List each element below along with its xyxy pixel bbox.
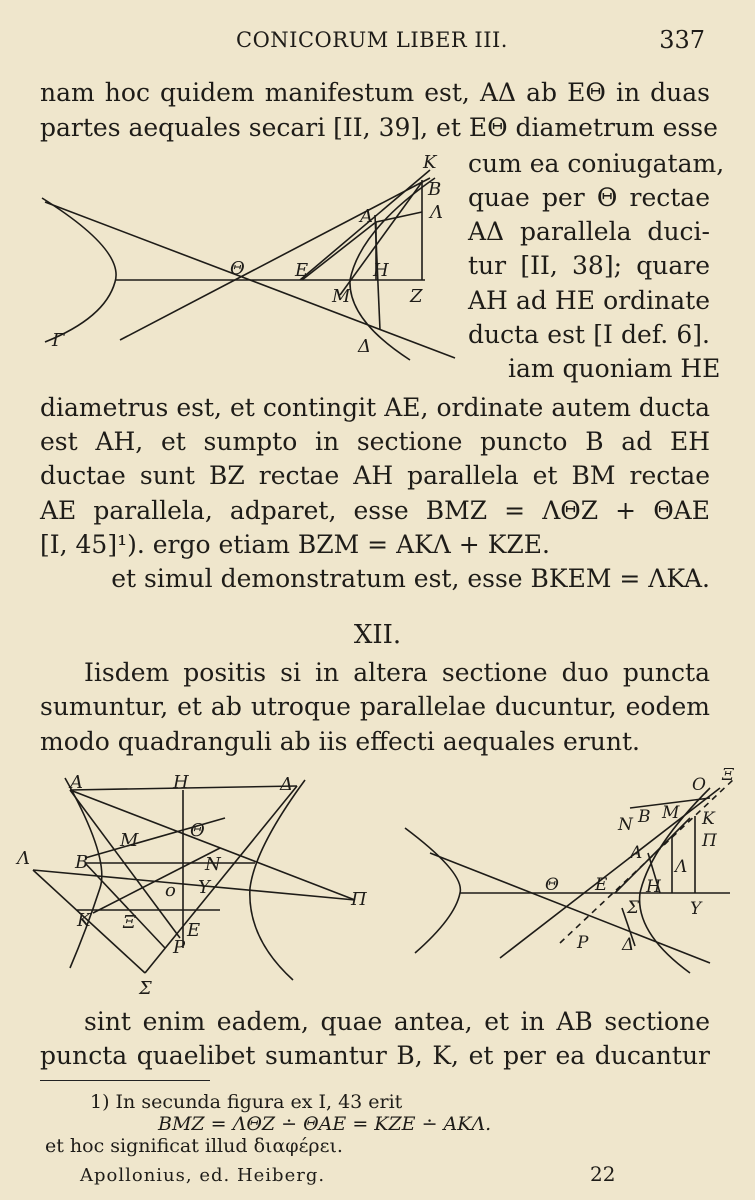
fig1-label-A: A <box>360 206 373 227</box>
fig3-label-S: Σ <box>627 898 640 918</box>
fig3-label-P: P <box>577 933 589 953</box>
text-line: sumuntur, et ab utroque parallelae ducuntur, eodem <box>40 692 710 721</box>
fig2-label-P: P <box>173 937 186 958</box>
fig2-label-o: o <box>165 880 176 901</box>
fig1-label-B: B <box>428 179 442 200</box>
wrap-line: AΔ parallela duci- <box>468 217 710 246</box>
wrap-line: AH ad HE ordinate <box>468 286 710 315</box>
text-line: sint enim eadem, quae antea, et in AB sectione <box>84 1007 710 1036</box>
fig2-label-E: E <box>187 920 201 941</box>
wrap-line: cum ea coniugatam, <box>468 149 725 178</box>
fig2-label-K: K <box>77 910 91 931</box>
fig2-label-N: N <box>205 854 221 875</box>
fig2-line-l-pi <box>33 870 355 900</box>
text-line: est AH, et sumpto in sectione puncto B ad EH <box>40 427 710 456</box>
fig1-asymptote-2 <box>120 178 430 340</box>
footer-signature-number: 22 <box>590 1162 616 1186</box>
fig1-label-M: M <box>332 286 351 307</box>
fig2-label-H: H <box>173 772 189 793</box>
fig3-hyperbola-left <box>405 828 460 953</box>
fig2-line-b-p <box>85 863 165 948</box>
fig3-label-K: K <box>702 809 715 829</box>
fig3-label-Y: Y <box>690 899 702 919</box>
text-line: diametrus est, et contingit AE, ordinate autem ducta <box>40 393 710 422</box>
text-line: [I, 45]¹). ergo etiam BZM = AKΛ + KZE. <box>40 530 550 559</box>
text-line: partes aequales secari [II, 39], et EΘ diametrum esse <box>40 113 718 142</box>
fig2-label-Pi: Π <box>351 889 367 910</box>
text-line: et simul demonstratum est, esse BKEM = ΛKA. <box>111 564 710 593</box>
fig2-label-Th: Θ <box>190 820 205 841</box>
fig3-label-Pi: Π <box>702 831 717 851</box>
fig1-line-ae <box>302 222 376 280</box>
footnote-line: 1) In secunda figura ex I, 43 erit <box>90 1091 403 1113</box>
wrap-line: ducta est [I def. 6]. <box>468 320 710 349</box>
fig1-label-G: Γ <box>52 330 65 351</box>
fig1-label-E: E <box>295 260 309 281</box>
wrap-line: tur [II, 38]; quare <box>468 251 710 280</box>
footnote-rule <box>40 1080 210 1081</box>
fig2-label-L: Λ <box>17 848 30 869</box>
fig1-label-Z: Z <box>410 286 423 307</box>
fig1-hyperbola-left <box>42 198 116 342</box>
fig3-label-E: E <box>595 875 608 895</box>
section-heading: XII. <box>353 620 402 650</box>
fig2-label-B: B <box>75 852 89 873</box>
figure-2-hyperbola-diagram <box>15 768 375 1003</box>
text-line: nam hoc quidem manifestum est, AΔ ab EΘ in duas <box>40 78 710 107</box>
fig3-label-B: B <box>638 807 651 827</box>
fig3-label-L: Λ <box>675 857 688 877</box>
fig3-label-A: A <box>630 843 643 863</box>
fig2-label-D: Δ <box>280 774 293 795</box>
figure-3-hyperbola-diagram <box>390 768 745 1003</box>
fig1-label-H: H <box>373 260 389 281</box>
fig3-label-Xi: Ξ <box>722 768 734 785</box>
text-line: ductae sunt BZ rectae AH parallela et BM rectae <box>40 461 710 490</box>
footer-signature: Apollonius, ed. Heiberg. <box>80 1165 326 1186</box>
figure-1-hyperbola-diagram <box>30 150 470 365</box>
footnote-formula: BMZ = ΛΘZ ∸ ΘAE = KZE ∸ AKΛ. <box>158 1113 492 1135</box>
page-number: 337 <box>659 26 705 54</box>
text-line: AE parallela, adparet, esse BMZ = ΛΘZ + ΘAE <box>40 496 710 525</box>
fig3-label-N: N <box>618 815 633 835</box>
fig3-label-H: H <box>646 877 661 897</box>
fig2-label-M: M <box>120 830 139 851</box>
fig2-label-Xi: Ξ <box>123 912 136 933</box>
fig2-label-A: A <box>70 772 83 793</box>
fig1-label-Th: Θ <box>230 258 245 279</box>
running-head <box>0 28 755 60</box>
text-line: modo quadranguli ab iis effecti aequales erunt. <box>40 727 640 756</box>
fig3-label-M: M <box>662 803 680 823</box>
fig1-label-L: Λ <box>430 202 443 223</box>
fig1-label-K: K <box>423 152 437 173</box>
wrap-line: iam quoniam HE <box>508 354 721 383</box>
fig1-label-D: Δ <box>358 336 371 357</box>
text-line: puncta quaelibet sumantur B, K, et per ea ducantur <box>40 1041 710 1070</box>
fig3-label-O: O <box>692 775 706 795</box>
fig2-label-S: Σ <box>139 978 152 999</box>
running-title: CONICORUM LIBER III. <box>236 28 508 52</box>
wrap-line: quae per Θ rectae <box>468 183 710 212</box>
fig3-asymptote-1 <box>430 853 710 963</box>
fig3-label-D: Δ <box>622 935 635 955</box>
text-line: Iisdem positis si in altera sectione duo puncta <box>84 658 710 687</box>
fig2-label-Y: Y <box>198 877 210 898</box>
fig2-line-a-pi <box>70 790 355 900</box>
fig3-label-Th: Θ <box>545 875 559 895</box>
footnote-line: et hoc significat illud διαφέρει. <box>45 1135 343 1157</box>
